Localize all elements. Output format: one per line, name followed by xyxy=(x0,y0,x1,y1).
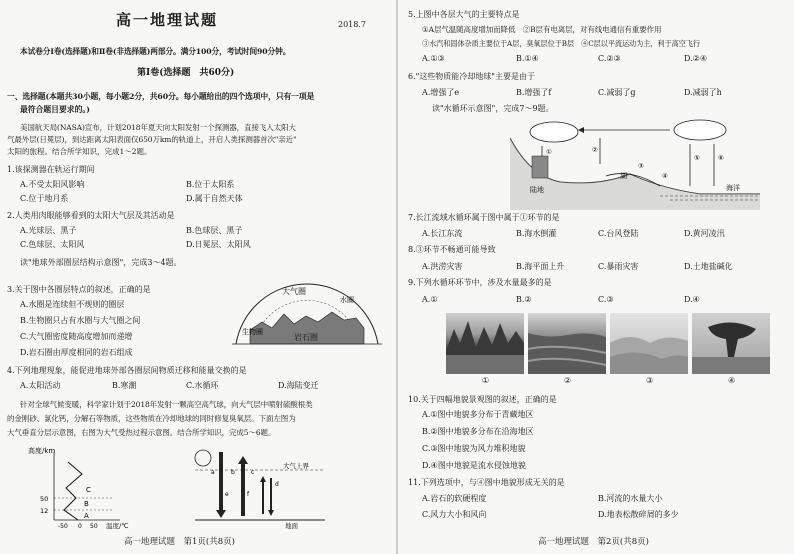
cycle-1: ① xyxy=(546,148,552,156)
q2-option-b: B.色球层、黑子 xyxy=(186,226,243,235)
q3-option-b: B.生物圈只占有水圈与大气圈之间 xyxy=(20,316,141,325)
label-lithosphere: 岩石圈 xyxy=(294,333,318,342)
layer-c: C xyxy=(86,486,91,494)
part-1-title: 第Ⅰ卷(选择题 共60分) xyxy=(137,68,235,78)
label-atmosphere-top: 大气上界 xyxy=(283,462,309,470)
question-3: 3.关于图中各圈层特点的叙述，正确的是 xyxy=(7,285,151,294)
page-2 xyxy=(398,0,794,554)
photo-label-3: ③ xyxy=(646,376,654,385)
question-5: 5.上图中各层大气的主要特点是 xyxy=(408,10,520,19)
figure-1-intro: 读"地球外部圈层结构示意图"，完成3～4题。 xyxy=(20,258,182,267)
q8-option-b: B.海平面上升 xyxy=(516,262,565,271)
arrow-d: d xyxy=(275,481,279,488)
passage-1-line-2: 气最外层(日冕层)，到达距离太阳表面仅650万km的轨道上，开启人类探测器首次"亲近" xyxy=(7,135,297,144)
q6-option-a: A.增强了e xyxy=(422,88,460,97)
q2-option-d: D.日冕层、太阳风 xyxy=(186,240,251,249)
q6-option-d: D.减弱了h xyxy=(684,88,722,97)
cycle-6: ⑥ xyxy=(718,154,724,162)
q9-option-c: C.③ xyxy=(598,295,614,304)
question-11: 11.下列选项中，与④图中地貌形成无关的是 xyxy=(408,478,565,487)
exam-date: 2018.7 xyxy=(338,20,366,29)
arrow-a: a xyxy=(211,469,215,476)
q7-option-a: A.长江东流 xyxy=(422,229,463,238)
label-biosphere: 生物圈 xyxy=(242,328,263,336)
question-2: 2.人类用肉眼能够看到的太阳大气层及其活动是 xyxy=(7,211,175,220)
cycle-3: ③ xyxy=(638,162,644,170)
q10-option-c: C.③图中地貌为风力堆积地貌 xyxy=(422,444,526,453)
passage-1-line-1: 美国航天局(NASA)宣布，计划2018年夏天向太阳发射一个探测器，直接飞入太阳大 xyxy=(20,123,296,132)
q9-option-b: B.② xyxy=(516,295,532,304)
q8-option-a: A.洪涝灾害 xyxy=(422,262,463,271)
q5-option-d: D.②④ xyxy=(684,54,708,63)
cycle-5: ⑤ xyxy=(694,154,700,162)
question-7: 7.长江流域水循环属于图中属于①环节的是 xyxy=(408,213,560,222)
q4-option-d: D.海陆变迁 xyxy=(278,381,319,390)
q3-option-d: D.岩石圈由厚度相同的岩石组成 xyxy=(20,348,133,357)
q6-option-b: B.增强了f xyxy=(516,88,552,97)
page-2-footer: 高一地理试题 第2页(共8页) xyxy=(538,537,649,547)
atmosphere-heating-diagram xyxy=(185,444,335,530)
section-title-cont: 最符合题目要求的。) xyxy=(20,105,90,114)
arrow-f: f xyxy=(247,491,250,498)
chart-tick-12: 12 xyxy=(40,507,49,515)
atmosphere-layers-chart xyxy=(20,444,170,530)
exam-intro: 本试卷分Ⅰ卷(选择题)和Ⅱ卷(非选择题)两部分。满分100分，考试时间90分钟。 xyxy=(20,47,291,56)
arrow-e: e xyxy=(225,491,229,498)
landform-photo-4 xyxy=(692,313,770,374)
q2-option-a: A.光球层、黑子 xyxy=(20,226,77,235)
passage-2-line-3: 大气垂直分层示意图，右图为大气受热过程示意图。结合所学知识，完成5～6题。 xyxy=(7,428,276,437)
question-8: 8.③环节不畅通可能导致 xyxy=(408,245,496,254)
passage-2-line-1: 针对全球气候变暖，科学家计划于2018年发射一颗高空高气球，向大气层中喷射硫酸根类 xyxy=(20,400,313,409)
q5-statement-2: ③水汽和固体杂质主要位于A层，臭氧层位于B层 ④C层以平流运动为主，利于高空飞行 xyxy=(422,39,700,48)
question-9: 9.下列水循环环节中，涉及水量最多的是 xyxy=(408,278,552,287)
label-lake: 湖 xyxy=(620,172,627,180)
question-6: 6."这些物质能冷却地球"主要是由于 xyxy=(408,72,535,81)
q1-option-c: C.位于地月系 xyxy=(20,194,69,203)
chart-tick-50: 50 xyxy=(40,495,49,503)
chart-y-label: 高度/km xyxy=(28,447,56,455)
arrow-c: c xyxy=(251,469,255,476)
earth-spheres-diagram xyxy=(232,256,382,348)
layer-b: B xyxy=(84,500,89,508)
cycle-4: ④ xyxy=(662,172,668,180)
photo-label-2: ② xyxy=(564,376,572,385)
arrow-b: b xyxy=(231,469,235,476)
q11-option-a: A.岩石的软硬程度 xyxy=(422,494,487,503)
q10-option-b: B.②图中地貌多分布在沿海地区 xyxy=(422,427,534,436)
cycle-2: ② xyxy=(592,146,598,154)
q1-option-a: A.不受太阳风影响 xyxy=(20,180,85,189)
question-10: 10.关于四幅地貌景观图的叙述，正确的是 xyxy=(408,395,557,404)
landform-photo-3 xyxy=(610,313,688,374)
layer-a: A xyxy=(84,512,89,520)
photo-label-4: ④ xyxy=(728,376,736,385)
q4-option-c: C.水循环 xyxy=(186,381,219,390)
landform-photo-2 xyxy=(528,313,606,374)
q10-option-d: D.④图中地貌是流水侵蚀地貌 xyxy=(422,461,526,470)
q10-option-a: A.①图中地貌多分布于青藏地区 xyxy=(422,410,534,419)
q5-option-c: C.②③ xyxy=(598,54,621,63)
q7-option-c: C.台风登陆 xyxy=(598,229,639,238)
page-1 xyxy=(0,0,396,554)
q1-option-b: B.位于太阳系 xyxy=(186,180,235,189)
photo-label-1: ① xyxy=(482,376,490,385)
q7-option-b: B.海水倒灌 xyxy=(516,229,557,238)
exam-title: 高一地理试题 xyxy=(116,11,219,29)
q5-statement-1: ①A层气温随高度增加而降低 ②B层有电离层，对有线电通信有重要作用 xyxy=(422,25,662,34)
label-hydrosphere: 水圈 xyxy=(340,296,354,304)
page-1-footer: 高一地理试题 第1页(共8页) xyxy=(124,537,235,547)
chart-tick-x-zero: 0 xyxy=(78,523,82,530)
chart-tick-x-neg: -50 xyxy=(58,523,68,530)
q7-option-d: D.黄河凌汛 xyxy=(684,229,725,238)
q5-option-a: A.①③ xyxy=(422,54,445,63)
q3-option-a: A.水圈是连续但不规则的圈层 xyxy=(20,300,125,309)
q4-option-a: A.太阳活动 xyxy=(20,381,61,390)
q3-option-c: C.大气圈密度随高度增加而递增 xyxy=(20,332,133,341)
label-sea: 海洋 xyxy=(726,184,740,192)
chart-tick-x-pos: 50 xyxy=(90,523,98,530)
q11-option-b: B.河流的水量大小 xyxy=(598,494,663,503)
q9-option-a: A.① xyxy=(422,295,438,304)
q6-option-c: C.减弱了g xyxy=(598,88,636,97)
label-ground: 地面 xyxy=(285,522,298,530)
q8-option-d: D.土地盐碱化 xyxy=(684,262,733,271)
label-land: 陆地 xyxy=(530,186,544,194)
q5-option-b: B.①④ xyxy=(516,54,539,63)
label-atmosphere: 大气圈 xyxy=(282,287,306,296)
q1-option-d: D.属于自然天体 xyxy=(186,194,243,203)
passage-1-line-3: 太阳的旅程。结合所学知识，完成1～2题。 xyxy=(7,147,152,156)
q11-option-c: C.风力大小和风向 xyxy=(422,510,487,519)
q8-option-c: C.暴雨灾害 xyxy=(598,262,639,271)
q9-option-d: D.④ xyxy=(684,295,700,304)
figure-2-intro: 读"水循环示意图"，完成7～9题。 xyxy=(432,104,554,113)
question-4: 4.下列地理现象，能促进地球外部各圈层间物质迁移和能量交换的是 xyxy=(7,366,247,375)
passage-2-line-2: 的金刚砂、氯化钙，分解石等物质，这些物质在冷却地球的同时修复臭氧层。下面左图为 xyxy=(7,414,296,423)
q11-option-d: D.地表松散碎屑的多少 xyxy=(598,510,679,519)
question-1: 1.该探测器在轨运行期间 xyxy=(7,165,95,174)
q2-option-c: C.色球层、太阳风 xyxy=(20,240,85,249)
landform-photo-1 xyxy=(446,313,524,374)
section-title: 一、选择题(本题共30小题，每小题2分，共60分。每小题给出的四个选项中，只有一项是 xyxy=(7,92,315,101)
water-cycle-diagram xyxy=(510,116,760,210)
q4-option-b: B.寒潮 xyxy=(112,381,137,390)
chart-x-label: 温度/℃ xyxy=(106,522,129,530)
